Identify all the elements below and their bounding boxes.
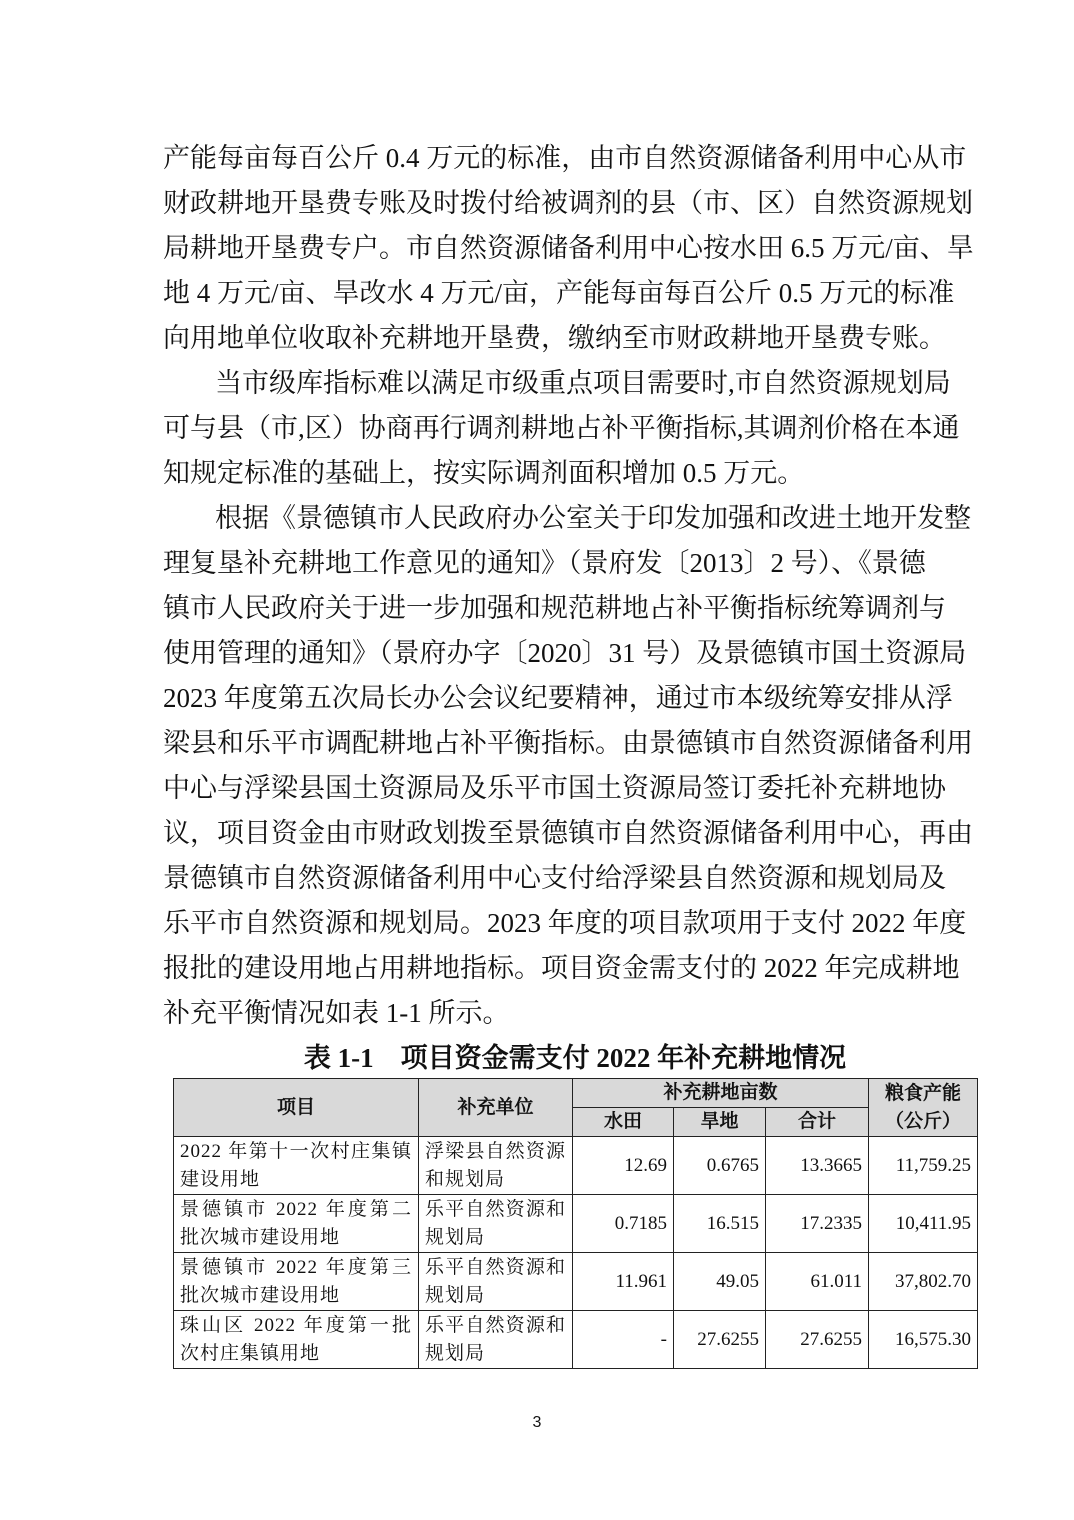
cell-total: 17.2335 [766,1195,869,1253]
cell-dry: 0.6765 [674,1137,766,1195]
paragraph-line: 补充平衡情况如表 1-1 所示。 [163,998,510,1028]
header-project: 项目 [174,1079,419,1137]
table-row [174,1311,978,1369]
paragraph-line: 向用地单位收取补充耕地开垦费，缴纳至市财政耕地开垦费专账。 [163,323,946,353]
cell-dry: 27.6255 [674,1311,766,1369]
cell-grain: 16,575.30 [869,1311,978,1369]
cell-dry: 16.515 [674,1195,766,1253]
paragraph-line: 梁县和乐平市调配耕地占补平衡指标。由景德镇市自然资源储备利用 [163,728,973,758]
header-total: 合计 [766,1108,869,1137]
cell-project: 珠山区 2022 年度第一批次村庄集镇用地 [174,1311,419,1369]
paragraph-line: 镇市人民政府关于进一步加强和规范耕地占补平衡指标统筹调剂与 [163,593,946,623]
cell-total: 13.3665 [766,1137,869,1195]
paragraph-line: 景德镇市自然资源储备利用中心支付给浮梁县自然资源和规划局及 [163,863,946,893]
table-row [174,1137,978,1195]
cell-dry: 49.05 [674,1253,766,1311]
paragraph-line: 可与县（市,区）协商再行调剂耕地占补平衡指标,其调剂价格在本通 [163,413,960,443]
paragraph-line: 报批的建设用地占用耕地指标。项目资金需支付的 2022 年完成耕地 [163,953,960,983]
farmland-supplement-table [173,1078,978,1369]
header-paddy: 水田 [573,1108,674,1137]
header-area-group: 补充耕地亩数 [573,1079,869,1108]
paragraph-line: 根据《景德镇市人民政府办公室关于印发加强和改进土地开发整 [215,503,971,533]
cell-grain: 37,802.70 [869,1253,978,1311]
cell-grain: 11,759.25 [869,1137,978,1195]
cell-total: 61.011 [766,1253,869,1311]
table-row [174,1195,978,1253]
cell-paddy: 12.69 [573,1137,674,1195]
paragraph-line: 财政耕地开垦费专账及时拨付给被调剂的县（市、区）自然资源规划 [163,188,973,218]
page-number: 3 [532,1414,542,1431]
paragraph-line: 局耕地开垦费专户。市自然资源储备利用中心按水田 6.5 万元/亩、旱 [163,233,974,263]
cell-project: 景德镇市 2022 年度第三批次城市建设用地 [174,1253,419,1311]
paragraph-line: 地 4 万元/亩、旱改水 4 万元/亩，产能每亩每百公斤 0.5 万元的标准 [163,278,955,308]
paragraph-line: 2023 年度第五次局长办公会议纪要精神，通过市本级统筹安排从浮 [163,683,953,713]
cell-project: 景德镇市 2022 年度第二批次城市建设用地 [174,1195,419,1253]
paragraph-line: 理复垦补充耕地工作意见的通知》（景府发〔2013〕2 号）、《景德 [163,548,926,578]
paragraph-line: 产能每亩每百公斤 0.4 万元的标准，由市自然资源储备利用中心从市 [163,143,967,173]
cell-grain: 10,411.95 [869,1195,978,1253]
header-grain: 粮食产能（公斤） [869,1079,978,1137]
paragraph-line: 乐平市自然资源和规划局。2023 年度的项目款项用于支付 2022 年度 [163,908,967,938]
header-unit: 补充单位 [419,1079,573,1137]
table-row [174,1253,978,1311]
header-dry: 旱地 [674,1108,766,1137]
cell-project: 2022 年第十一次村庄集镇建设用地 [174,1137,419,1195]
cell-paddy: - [573,1311,674,1369]
cell-unit: 乐平自然资源和规划局 [419,1311,573,1369]
paragraph-line: 议，项目资金由市财政划拨至景德镇市自然资源储备利用中心，再由 [163,818,973,848]
cell-unit: 乐平自然资源和规划局 [419,1253,573,1311]
paragraph-line: 当市级库指标难以满足市级重点项目需要时,市自然资源规划局 [215,368,951,398]
paragraph-line: 中心与浮梁县国土资源局及乐平市国土资源局签订委托补充耕地协 [163,773,946,803]
cell-paddy: 0.7185 [573,1195,674,1253]
table-caption: 表 1-1 项目资金需支付 2022 年补充耕地情况 [303,1043,847,1073]
paragraph-line: 知规定标准的基础上，按实际调剂面积增加 0.5 万元。 [163,458,805,488]
cell-total: 27.6255 [766,1311,869,1369]
cell-paddy: 11.961 [573,1253,674,1311]
paragraph-line: 使用管理的通知》（景府办字〔2020〕31 号）及景德镇市国土资源局 [163,638,967,668]
cell-unit: 浮梁县自然资源和规划局 [419,1137,573,1195]
cell-unit: 乐平自然资源和规划局 [419,1195,573,1253]
